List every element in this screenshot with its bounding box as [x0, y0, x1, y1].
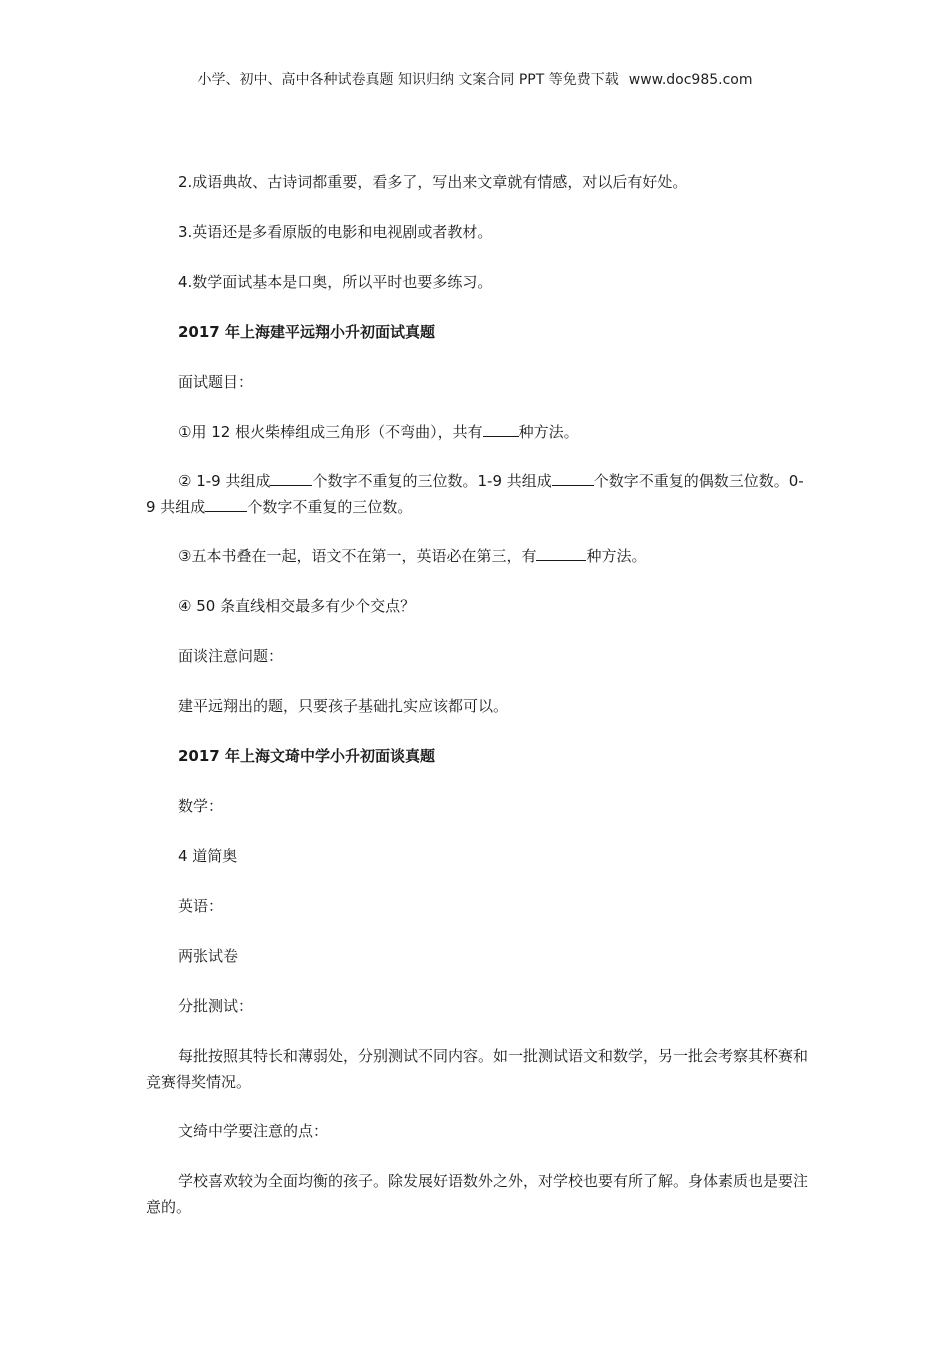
question-4: ④ 50 条直线相交最多有少个交点？	[178, 597, 416, 615]
question-3	[178, 543, 818, 569]
question-2-text-c: 个数字不重复的偶数三位数。0-9 共组成	[146, 472, 804, 516]
question-3-text-b: 种方法。	[586, 547, 647, 565]
question-3-text-a: ③五本书叠在一起，语文不在第一，英语必在第三，有	[178, 547, 537, 565]
math-value: 4 道简奥	[178, 847, 238, 865]
tip-4: 4.数学面试基本是口奥，所以平时也要多练习。	[178, 273, 493, 291]
answer-blank	[205, 496, 247, 512]
section1-notes-label: 面谈注意问题：	[178, 647, 284, 665]
page-header	[0, 69, 950, 89]
question-2-text-d: 个数字不重复的三位数。	[247, 498, 413, 516]
header-site-link[interactable]: www.doc985.com	[628, 72, 753, 88]
header-text: 小学、初中、高中各种试卷真题 知识归纳 文案合同 PPT 等免费下载	[197, 72, 619, 88]
math-label: 数学：	[178, 797, 224, 815]
tip-3: 3.英语还是多看原版的电影和电视剧或者教材。	[178, 223, 493, 241]
tip-2: 2.成语典故、古诗词都重要，看多了，写出来文章就有情感，对以后有好处。	[178, 173, 688, 191]
question-2-text-a: ② 1-9 共组成	[178, 472, 271, 490]
attention-text: 学校喜欢较为全面均衡的孩子。除发展好语数外之外，对学校也要有所了解。身体素质也是要注意的。	[146, 1172, 809, 1216]
attention-label: 文绮中学要注意的点：	[178, 1122, 329, 1140]
answer-blank	[483, 421, 519, 437]
answer-blank	[536, 545, 586, 561]
section1-notes: 建平远翔出的题，只要孩子基础扎实应该都可以。	[178, 697, 509, 715]
english-label: 英语：	[178, 897, 224, 915]
question-1-text-a: ①用 12 根火柴棒组成三角形（不弯曲），共有	[178, 423, 483, 441]
section2-title: 2017 年上海文琦中学小升初面谈真题	[178, 747, 435, 765]
batch-label: 分批测试：	[178, 997, 254, 1015]
question-2	[146, 468, 808, 520]
answer-blank	[270, 470, 312, 486]
question-1-text-b: 种方法。	[518, 423, 579, 441]
english-value: 两张试卷	[178, 947, 239, 965]
section1-title: 2017 年上海建平远翔小升初面试真题	[178, 323, 435, 341]
answer-blank	[552, 470, 594, 486]
batch-text: 每批按照其特长和薄弱处，分别测试不同内容。如一批测试语文和数学，另一批会考察其杯赛和竞赛得奖情况。	[146, 1047, 809, 1091]
question-1	[178, 419, 818, 445]
question-2-text-b: 个数字不重复的三位数。1-9 共组成	[312, 472, 552, 490]
section1-questions-label: 面试题目：	[178, 373, 254, 391]
